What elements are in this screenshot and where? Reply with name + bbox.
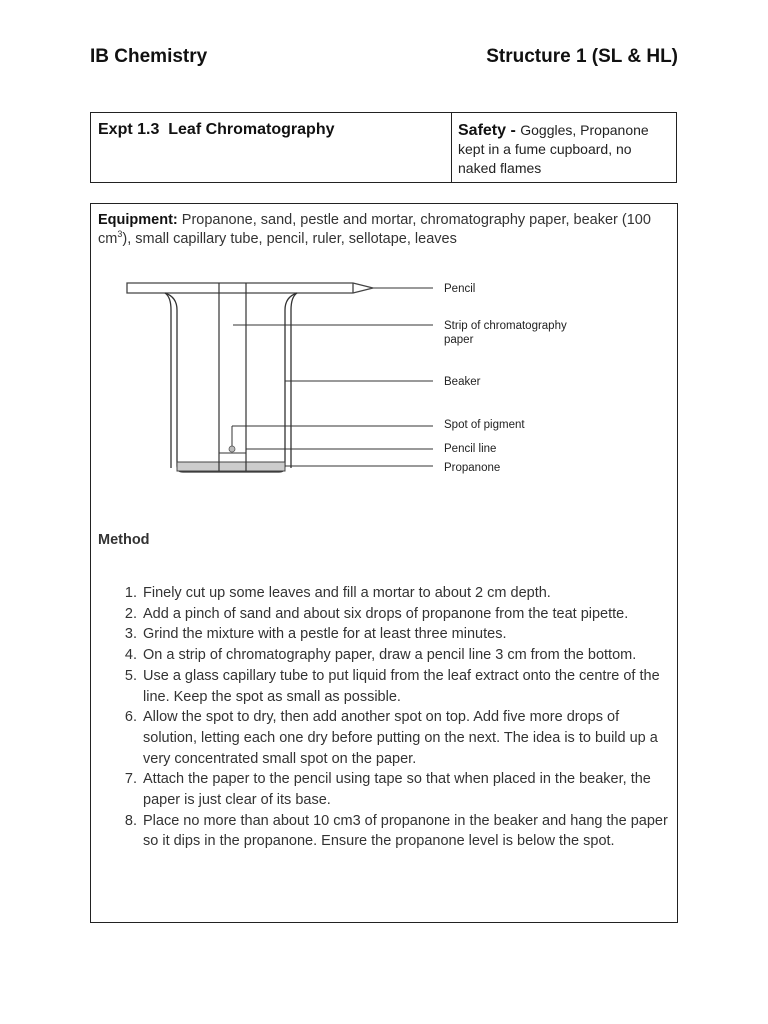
method-step <box>117 624 673 645</box>
method-box <box>90 203 678 923</box>
step-number: 2. <box>124 605 137 622</box>
leader-lines <box>232 288 433 466</box>
step-text: Attach the paper to the pencil using tape so that when placed in the beaker, the paper is just clear of its base. <box>143 771 651 809</box>
experiment-header-table <box>90 112 677 183</box>
method-step <box>117 645 673 666</box>
experiment-title: Expt 1.3 Leaf Chromatography <box>98 121 335 138</box>
page-header <box>90 46 678 72</box>
label-spot: Spot of pigment <box>444 419 525 431</box>
apparatus-diagram <box>115 266 595 502</box>
apparatus-svg <box>115 266 595 502</box>
step-text: On a strip of chromatography paper, draw a pencil line 3 cm from the bottom. <box>143 647 637 664</box>
subject-title: IB Chemistry <box>90 46 208 67</box>
step-number: 1. <box>124 585 137 601</box>
label-paper: paper <box>444 334 474 346</box>
step-text: Finely cut up some leaves and fill a mortar to about 2 cm depth. <box>143 585 551 601</box>
method-step <box>117 583 673 604</box>
label-propanone: Propanone <box>444 462 501 474</box>
step-number: 7. <box>124 771 137 788</box>
step-number: 4. <box>124 647 137 664</box>
step-number: 3. <box>124 626 137 643</box>
equipment-text-a: Propanone, sand, pestle and mortar, chromatography paper, beaker (100 cm <box>98 212 651 247</box>
method-heading: Method <box>98 532 150 548</box>
propanone-liquid <box>177 462 285 471</box>
step-text: Add a pinch of sand and about six drops of propanone from the teat pipette. <box>143 605 629 622</box>
method-step <box>117 769 673 810</box>
safety-text: Goggles, Propanone kept in a fume cupboard, no naked flames <box>458 122 649 176</box>
step-number: 6. <box>124 709 137 726</box>
method-steps <box>117 583 673 852</box>
method-step <box>117 666 673 707</box>
method-step <box>117 604 673 625</box>
method-step <box>117 811 673 852</box>
beaker-shape <box>165 293 297 472</box>
safety-separator: - <box>506 122 521 139</box>
safety-label: Safety <box>458 122 507 139</box>
step-number: 8. <box>124 812 137 829</box>
experiment-title-cell <box>91 113 452 182</box>
pencil-shape <box>127 283 373 293</box>
equipment-label: Equipment: <box>98 212 178 228</box>
safety-cell <box>452 113 676 182</box>
equipment-superscript: 3 <box>117 229 123 240</box>
step-number: 5. <box>124 667 137 684</box>
equipment-paragraph <box>98 211 668 249</box>
pigment-spot <box>229 446 235 452</box>
label-strip: Strip of chromatography <box>444 320 567 332</box>
label-pencil: Pencil <box>444 283 476 295</box>
label-pencil-line: Pencil line <box>444 443 497 455</box>
step-text: Allow the spot to dry, then add another spot on top. Add five more drops of solution, letting each one dry before putting on the next. The idea is to build up a very concentrated small spot on the paper. <box>143 709 658 767</box>
label-beaker: Beaker <box>444 376 481 388</box>
step-text: Grind the mixture with a pestle for at least three minutes. <box>143 626 507 643</box>
method-step <box>117 707 673 769</box>
unit-title: Structure 1 (SL & HL) <box>486 46 678 67</box>
step-text: Use a glass capillary tube to put liquid from the leaf extract onto the centre of the line. Keep the spot as small as possible. <box>143 667 660 705</box>
equipment-text-b: ), small capillary tube, pencil, ruler, sellotape, leaves <box>122 231 457 247</box>
step-text: Place no more than about 10 cm3 of propanone in the beaker and hang the paper so it dips in the propanone. Ensure the propanone level is below the spot. <box>143 812 668 850</box>
